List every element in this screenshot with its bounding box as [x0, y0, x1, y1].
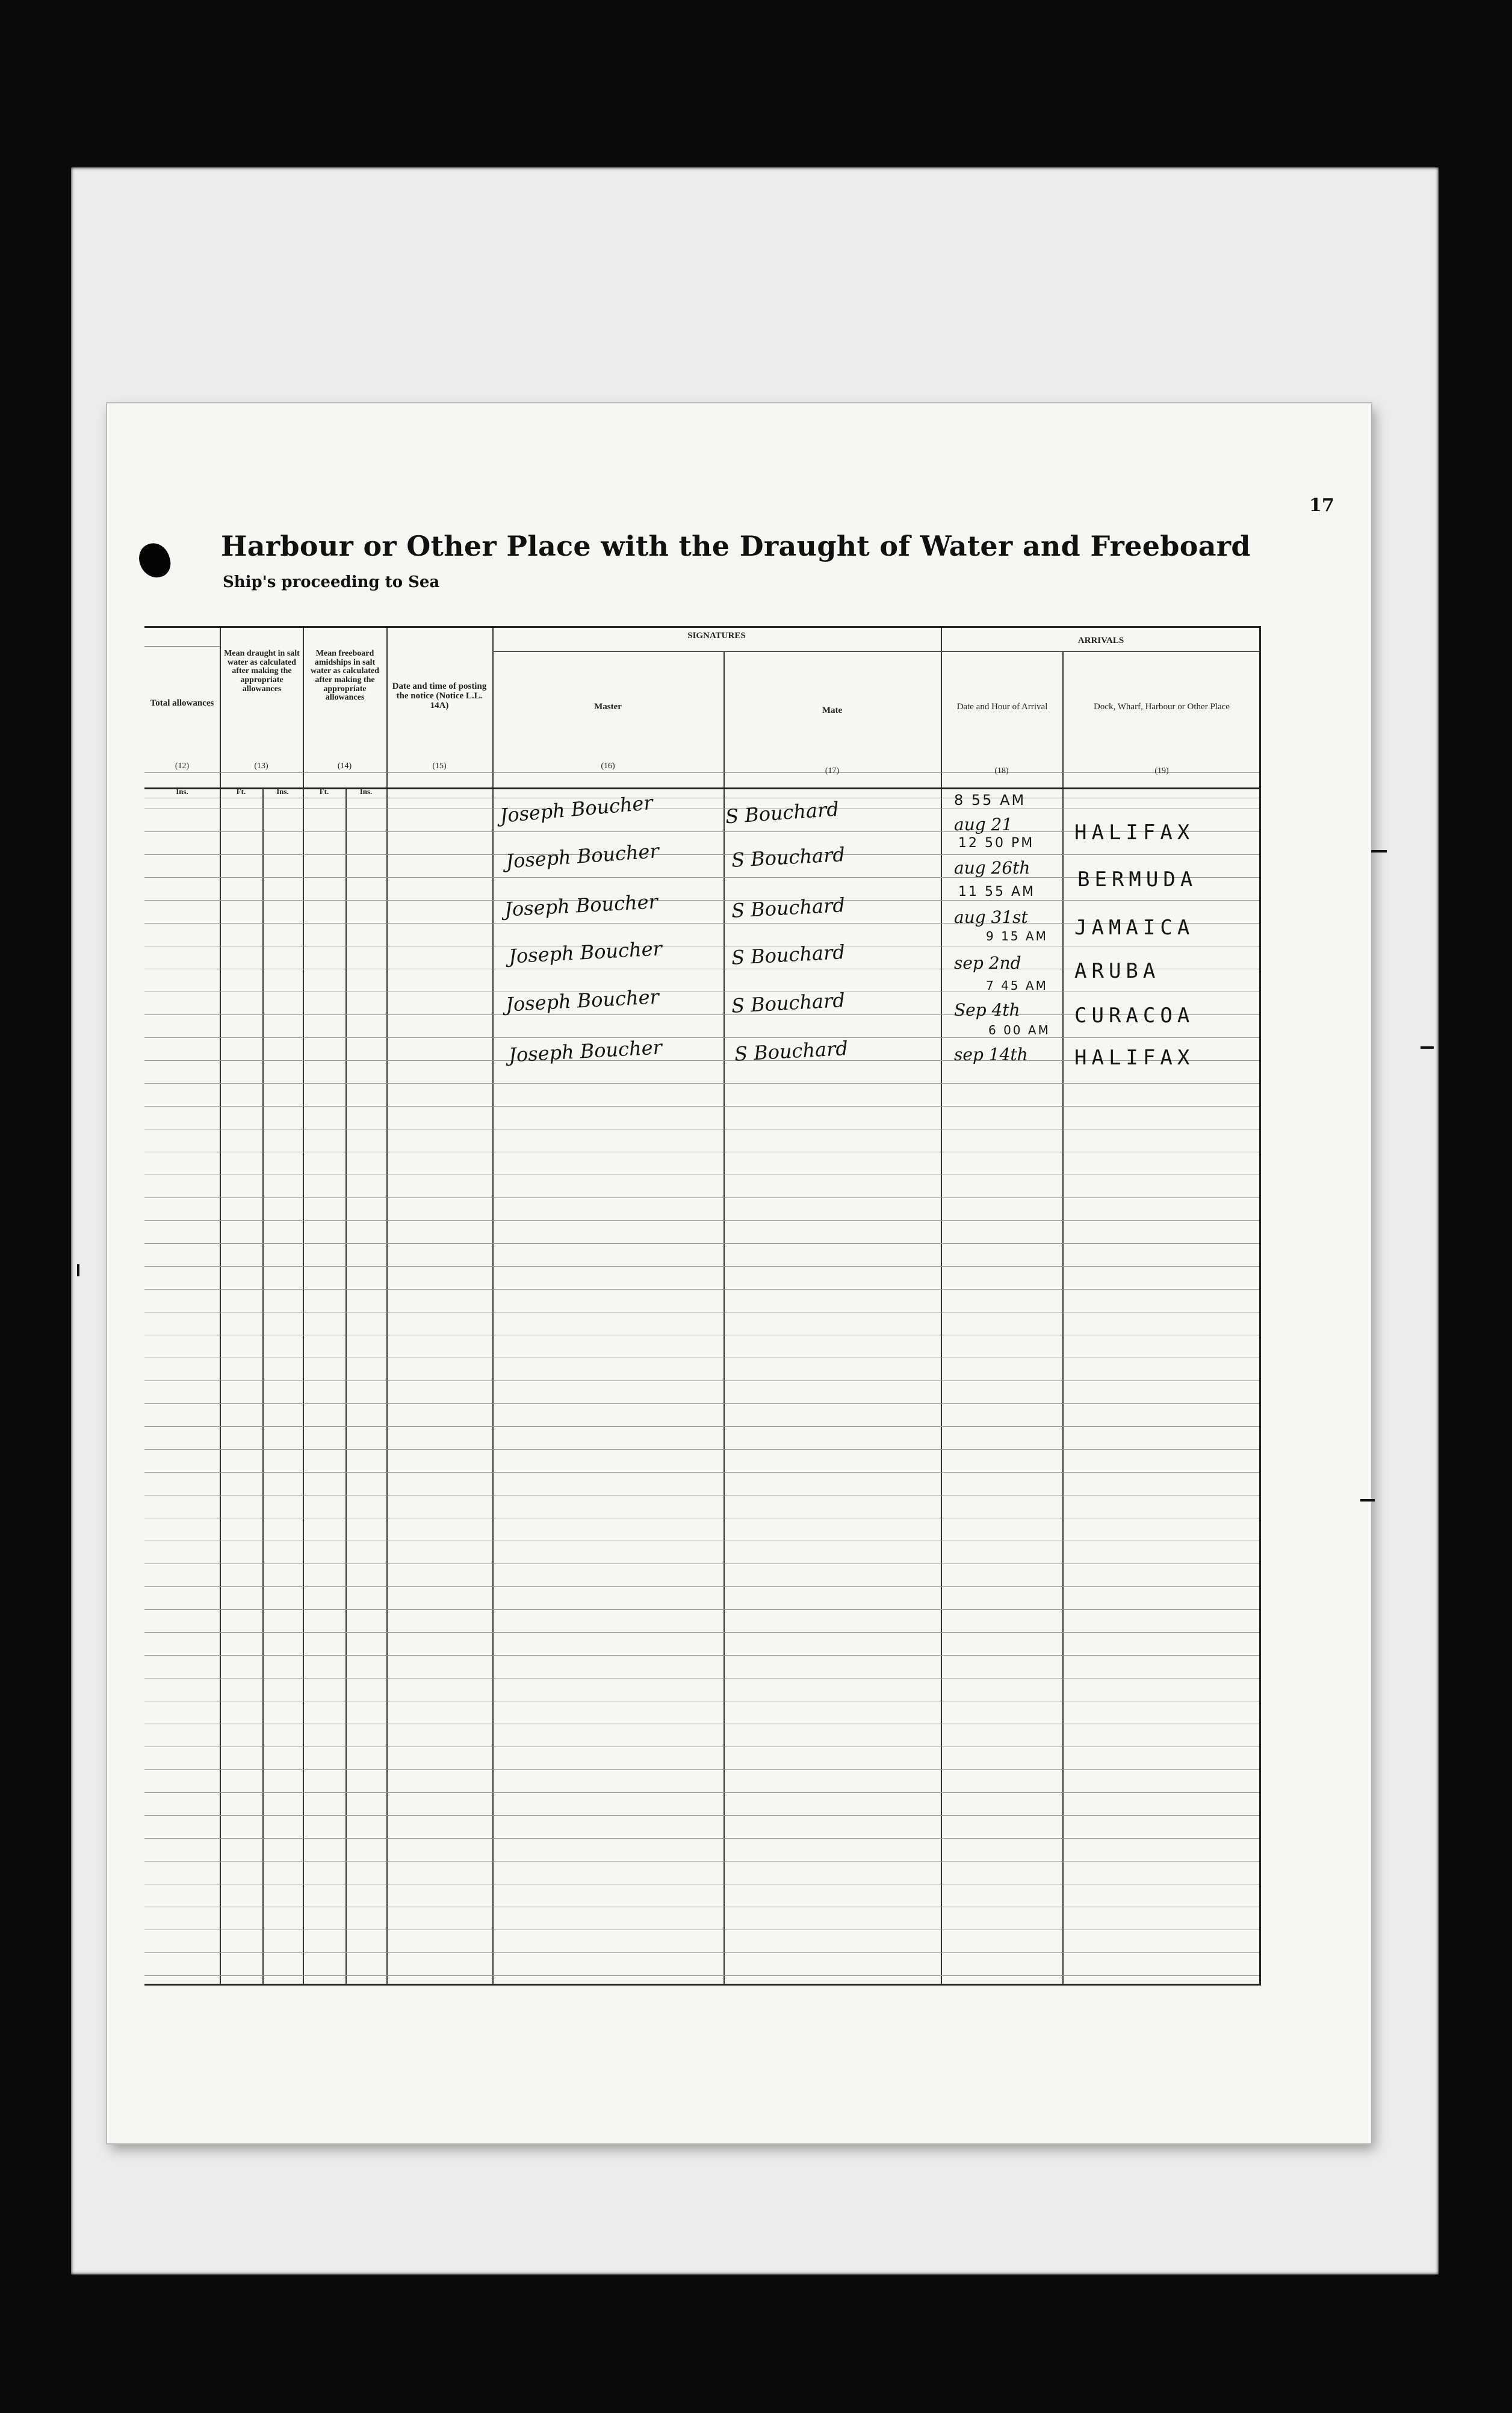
arrival-time: 6 00 AM: [988, 1023, 1050, 1037]
arrival-time: 12 50 PM: [958, 836, 1035, 851]
table-row-line: [144, 1220, 1259, 1221]
header-mean-draught: Mean draught in salt water as calculated after making the appropriate allowances: [224, 649, 300, 694]
master-signature: Joseph Boucher: [508, 937, 663, 968]
page-title: Harbour or Other Place with the Draught of Water and Freeboard: [221, 530, 1251, 562]
scan-mark: [1360, 1499, 1375, 1502]
table-row-line: [144, 1815, 1259, 1816]
header-date-posting: Date and time of posting the notice (Notice L.L. 14A): [392, 682, 487, 710]
unit-label: Ins.: [176, 787, 188, 796]
master-signature: Joseph Boucher: [508, 1036, 663, 1067]
mate-signature: S Bouchard: [731, 843, 846, 872]
table-row-line: [144, 1266, 1259, 1267]
table-row-line: [144, 1769, 1259, 1770]
table-row-line: [144, 1655, 1259, 1656]
table-row-line: [144, 1403, 1259, 1404]
arrival-date: sep 14th: [954, 1045, 1028, 1064]
column-number: (14): [337, 762, 352, 771]
mate-signature: S Bouchard: [731, 940, 846, 969]
column-number: (19): [1154, 766, 1169, 775]
header-mate: Mate: [822, 706, 843, 715]
column-number: (16): [601, 762, 615, 771]
table-row-line: [144, 1289, 1259, 1290]
table-row-line: [144, 1380, 1259, 1381]
master-signature: Joseph Boucher: [504, 839, 660, 873]
scan-mark: [77, 1264, 79, 1276]
column-number: (18): [994, 766, 1009, 775]
table-row-line: [144, 1792, 1259, 1793]
col-divider: [345, 787, 347, 1984]
header-date-hour-arrival: Date and Hour of Arrival: [956, 702, 1048, 712]
group-header-line: [492, 651, 1259, 652]
arrival-place: ARUBA: [1074, 959, 1160, 983]
arrival-place: BERMUDA: [1077, 868, 1198, 892]
arrival-date: Sep 4th: [954, 1000, 1020, 1020]
table-row-line: [144, 1472, 1259, 1473]
table-row-line: [144, 854, 1259, 855]
col-divider: [723, 651, 725, 1984]
header-dock-wharf: Dock, Wharf, Harbour or Other Place: [1094, 702, 1230, 712]
table-row-line: [144, 1426, 1259, 1427]
arrival-place: HALIFAX: [1074, 1046, 1195, 1070]
column-number: (17): [825, 766, 840, 775]
log-table: [144, 626, 1261, 1986]
arrival-date: aug 31st: [954, 907, 1028, 927]
scan-mark: [1421, 1046, 1434, 1049]
arrival-date: aug 21: [954, 815, 1013, 834]
header-master: Master: [594, 702, 622, 712]
table-row-line: [144, 1243, 1259, 1244]
header-line: [144, 646, 220, 647]
header-mean-freeboard: Mean freeboard amidships in salt water as calculated after making the appropriate allowances: [310, 649, 380, 703]
master-signature: Joseph Boucher: [505, 985, 660, 1016]
page-number: 17: [1309, 495, 1334, 516]
table-row-line: [144, 900, 1259, 901]
col-divider: [262, 787, 264, 1984]
mate-signature: S Bouchard: [731, 989, 846, 1017]
mate-signature: S Bouchard: [734, 1037, 849, 1066]
table-row-line: [144, 1678, 1259, 1679]
mate-signature: S Bouchard: [731, 893, 846, 922]
unit-label: Ins.: [276, 787, 289, 796]
arrival-time: 9 15 AM: [986, 929, 1048, 943]
table-row-line: [144, 1952, 1259, 1953]
table-row-line: [144, 1586, 1259, 1587]
unit-label: Ft.: [236, 787, 246, 796]
table-row-line: [144, 1197, 1259, 1198]
arrival-time: 7 45 AM: [986, 978, 1048, 993]
table-row-line: [144, 1037, 1259, 1038]
page-subtitle: Ship's proceeding to Sea: [223, 573, 440, 591]
mate-signature: S Bouchard: [724, 797, 840, 828]
column-number: (15): [432, 762, 447, 771]
column-number: (13): [254, 762, 268, 771]
unit-label: Ins.: [359, 787, 373, 796]
header-arrivals: ARRIVALS: [1077, 636, 1124, 645]
arrival-place: JAMAICA: [1074, 916, 1195, 940]
col-divider: [1062, 651, 1064, 1984]
arrival-date: sep 2nd: [954, 953, 1021, 973]
master-signature: Joseph Boucher: [498, 790, 654, 828]
arrival-time: 11 55 AM: [958, 884, 1036, 899]
arrival-time: 8 55 AM: [954, 792, 1026, 809]
scan-mark: [1371, 850, 1387, 852]
table-row-line: [144, 1975, 1259, 1976]
column-number: (12): [175, 762, 190, 771]
header-total-allowances: Total allowances: [150, 698, 214, 708]
table-row-line: [144, 1449, 1259, 1450]
arrival-date: aug 26th: [954, 858, 1030, 878]
header-signatures: SIGNATURES: [687, 631, 746, 641]
table-row-line: [144, 1083, 1259, 1084]
master-signature: Joseph Boucher: [504, 890, 658, 921]
table-row-line: [144, 1838, 1259, 1839]
table-row-line: [144, 1106, 1259, 1107]
table-row-line: [144, 1632, 1259, 1633]
arrival-place: HALIFAX: [1074, 821, 1195, 845]
arrival-place: CURACOA: [1074, 1004, 1195, 1028]
table-row-line: [144, 1861, 1259, 1862]
table-row-line: [144, 1609, 1259, 1610]
unit-label: Ft.: [319, 787, 329, 796]
